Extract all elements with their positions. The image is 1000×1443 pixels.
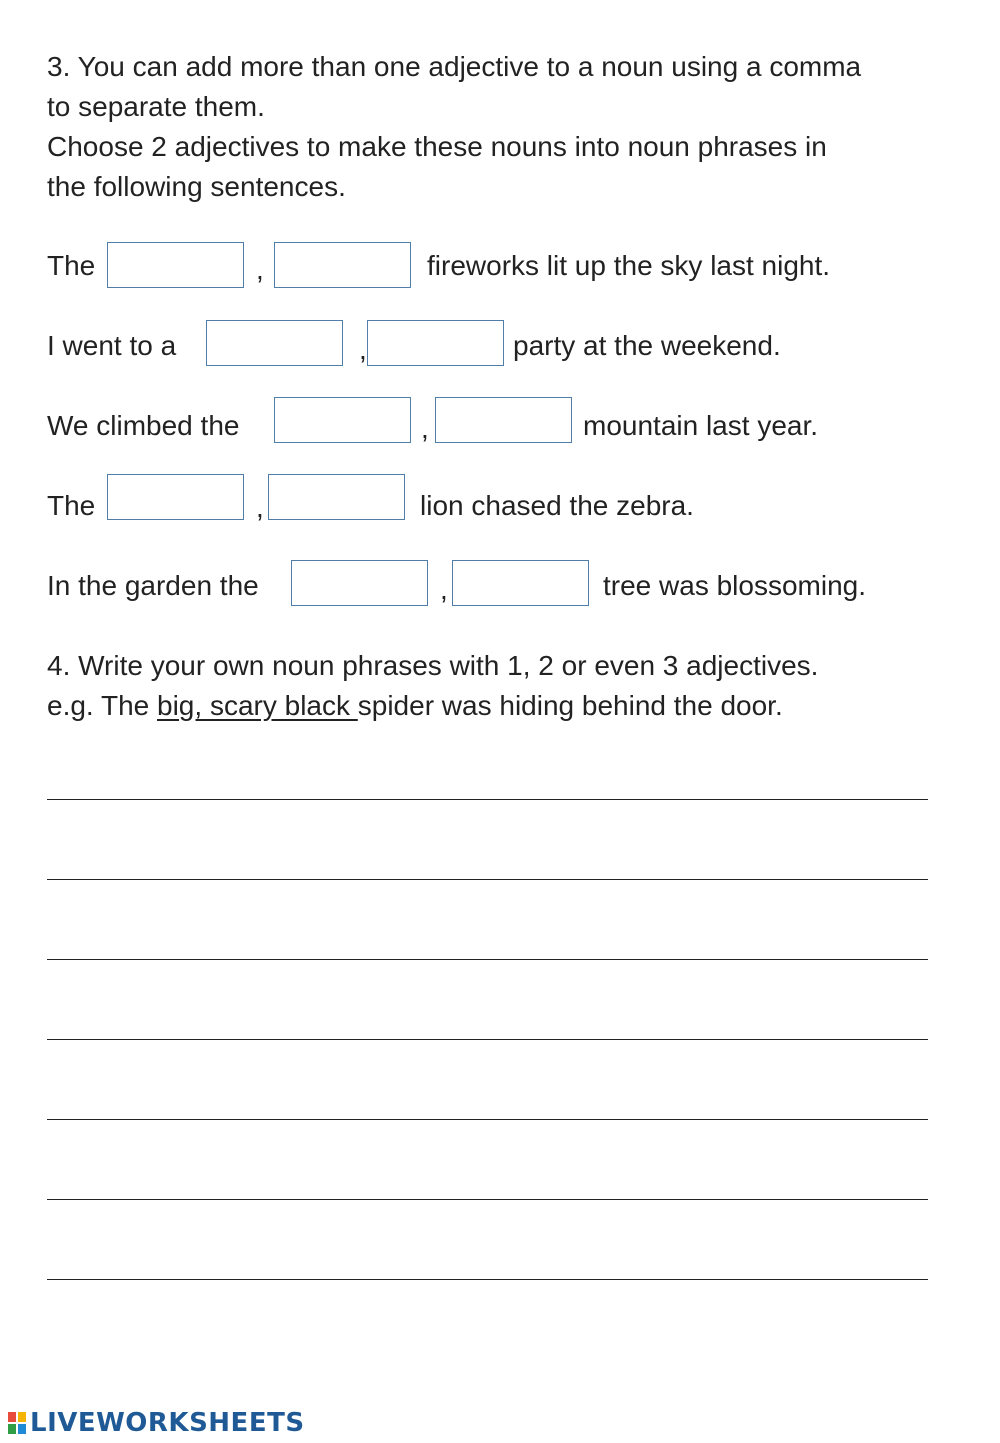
sentence-4-adjective-2-input[interactable] bbox=[268, 474, 405, 520]
sentence-4-before: The bbox=[47, 490, 96, 521]
section3-line2: to separate them. bbox=[47, 91, 265, 122]
writing-line[interactable] bbox=[47, 959, 928, 960]
sentence-1-adjective-2-input[interactable] bbox=[274, 242, 411, 288]
sentence-4-adjective-1-input[interactable] bbox=[107, 474, 244, 520]
sentence-3-adjective-1-input[interactable] bbox=[274, 397, 411, 443]
section3-line3: Choose 2 adjectives to make these nouns into noun phrases in bbox=[47, 131, 827, 162]
section3-line1: 3. You can add more than one adjective to a noun using a comma bbox=[47, 51, 862, 82]
sentence-1-comma: , bbox=[256, 254, 264, 285]
sentence-4-after: lion chased the zebra. bbox=[420, 490, 694, 521]
sentence-5-before: In the garden the bbox=[47, 570, 259, 601]
example-underlined-adjectives: big, scary black bbox=[157, 690, 358, 721]
sentence-2-adjective-1-input[interactable] bbox=[206, 320, 343, 366]
example-suffix: spider was hiding behind the door. bbox=[357, 690, 783, 721]
sentence-1 bbox=[0, 242, 1000, 302]
writing-line[interactable] bbox=[47, 1199, 928, 1200]
writing-line[interactable] bbox=[47, 1279, 928, 1280]
sentence-5 bbox=[0, 560, 1000, 620]
sentence-4-comma: , bbox=[256, 492, 264, 523]
sentence-2-before: I went to a bbox=[47, 330, 177, 361]
writing-line[interactable] bbox=[47, 879, 928, 880]
sentence-1-adjective-1-input[interactable] bbox=[107, 242, 244, 288]
sentence-2-after: party at the weekend. bbox=[513, 330, 781, 361]
writing-line[interactable] bbox=[47, 1039, 928, 1040]
sentence-4 bbox=[0, 474, 1000, 534]
writing-line[interactable] bbox=[47, 799, 928, 800]
section4-example bbox=[47, 686, 783, 726]
sentence-5-adjective-2-input[interactable] bbox=[452, 560, 589, 606]
sentence-2-comma: , bbox=[359, 334, 367, 365]
sentence-1-after: fireworks lit up the sky last night. bbox=[427, 250, 831, 281]
sentence-1-before: The bbox=[47, 250, 96, 281]
sentence-5-adjective-1-input[interactable] bbox=[291, 560, 428, 606]
sentence-3-after: mountain last year. bbox=[583, 410, 819, 441]
sentence-3-comma: , bbox=[421, 413, 429, 444]
logo-text: LIVEWORKSHEETS bbox=[30, 1408, 305, 1438]
logo-blocks-icon bbox=[8, 1411, 28, 1435]
sentence-3-before: We climbed the bbox=[47, 410, 240, 441]
liveworksheets-logo bbox=[8, 1406, 305, 1440]
sentence-3 bbox=[0, 397, 1000, 457]
sentence-5-after: tree was blossoming. bbox=[603, 570, 867, 601]
sentence-2-adjective-2-input[interactable] bbox=[367, 320, 504, 366]
example-prefix: e.g. The bbox=[47, 690, 158, 721]
sentence-2 bbox=[0, 320, 1000, 380]
sentence-3-adjective-2-input[interactable] bbox=[435, 397, 572, 443]
sentence-5-comma: , bbox=[440, 574, 448, 605]
writing-line[interactable] bbox=[47, 1119, 928, 1120]
section4-line1: 4. Write your own noun phrases with 1, 2 or even 3 adjectives. bbox=[47, 650, 819, 681]
section3-line4: the following sentences. bbox=[47, 171, 346, 202]
